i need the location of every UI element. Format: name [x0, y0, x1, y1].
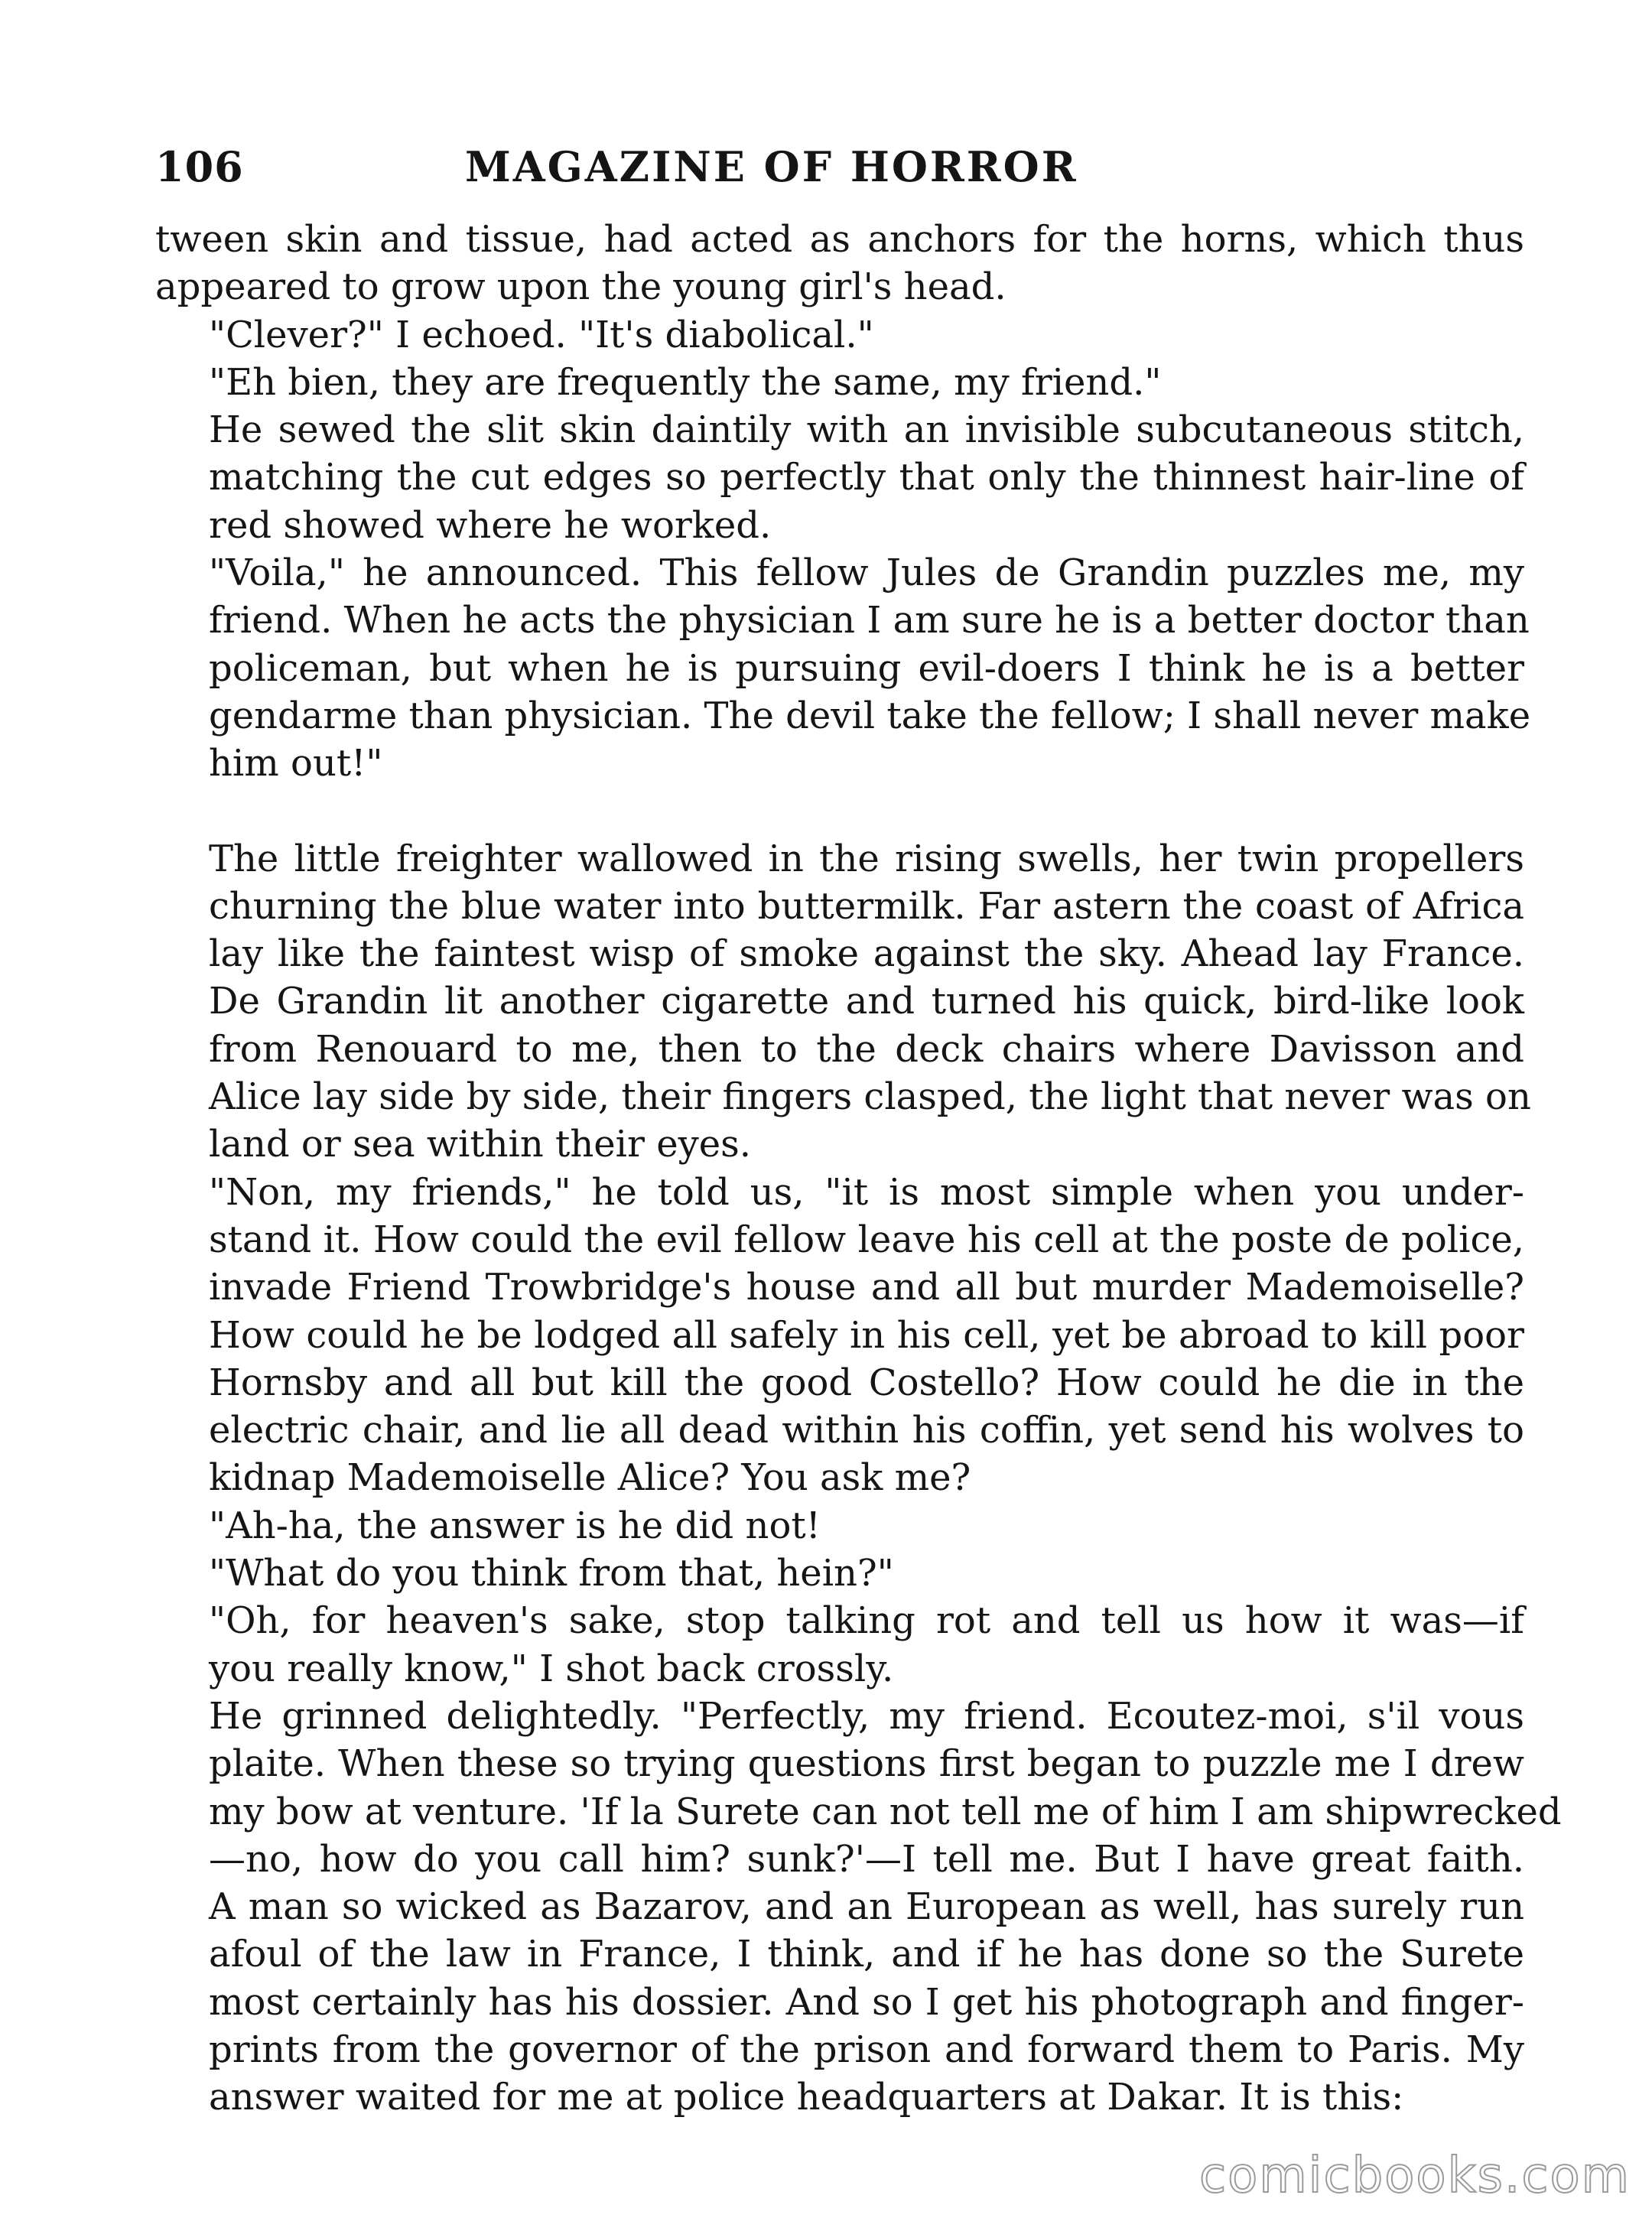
text-line: "Non, my friends," he told us, "it is most simple when you under- — [209, 1170, 1524, 1214]
text-line: "Oh, for heaven's sake, stop talking rot and tell us how it was—if — [209, 1599, 1524, 1643]
text-line: "Eh bien, they are frequently the same, my friend." — [209, 360, 1162, 404]
text-line: tween skin and tissue, had acted as anchors for the horns, which thus — [155, 218, 1524, 261]
text-line: answer waited for me at police headquarters at Dakar. It is this: — [209, 2076, 1404, 2119]
text-line: from Renouard to me, then to the deck chairs where Davisson and — [209, 1027, 1524, 1071]
text-line: De Grandin lit another cigarette and turned his quick, bird-like look — [209, 980, 1524, 1023]
text-line: land or sea within their eyes. — [209, 1123, 752, 1166]
text-line: He sewed the slit skin daintily with an invisible subcutaneous stitch, — [209, 408, 1524, 452]
text-line: Hornsby and all but kill the good Costello? How could he die in the — [209, 1361, 1524, 1404]
text-line: "Voila," he announced. This fellow Jules de Grandin puzzles me, my — [209, 551, 1524, 595]
page-header — [155, 142, 1532, 203]
text-line: him out!" — [209, 742, 383, 785]
paragraph — [155, 311, 1524, 359]
text-line: "Ah-ha, the answer is he did not! — [209, 1504, 821, 1547]
text-line: stand it. How could the evil fellow leave his cell at the poste de police, — [209, 1218, 1524, 1261]
text-line: "Clever?" I echoed. "It's diabolical." — [209, 313, 874, 356]
text-line: afoul of the law in France, I think, and if he has done so the Surete — [209, 1933, 1524, 1976]
text-line: gendarme than physician. The devil take the fellow; I shall never make — [209, 694, 1531, 737]
body-text — [155, 216, 1562, 2122]
text-line: kidnap Mademoiselle Alice? You ask me? — [209, 1456, 971, 1500]
text-line: most certainly has his dossier. And so I get his photograph and finger- — [209, 1980, 1524, 2024]
paragraph — [155, 406, 1524, 549]
paragraph — [155, 1597, 1524, 1693]
section-break — [155, 788, 1524, 835]
paragraph — [155, 1550, 1524, 1597]
text-line: prints from the governor of the prison and forward them to Paris. My — [209, 2028, 1524, 2071]
text-line: appeared to grow upon the young girl's head. — [155, 265, 1006, 309]
watermark-logo: comicbooks.com — [1198, 2148, 1631, 2204]
paragraph — [155, 1693, 1562, 2122]
running-title: MAGAZINE OF HORROR — [465, 142, 1078, 191]
text-line: lay like the faintest wisp of smoke against the sky. Ahead lay France. — [209, 932, 1524, 976]
text-line: friend. When he acts the physician I am sure he is a better doctor than — [209, 599, 1530, 642]
text-line: plaite. When these so trying questions first began to puzzle me I drew — [209, 1742, 1524, 1786]
text-line: A man so wicked as Bazarov, and an European as well, has surely run — [209, 1885, 1524, 1929]
paragraph — [155, 1502, 1524, 1550]
text-line: —no, how do you call him? sunk?'—I tell me. But I have great faith. — [209, 1837, 1524, 1881]
text-line: The little freighter wallowed in the rising swells, her twin propellers — [209, 837, 1524, 880]
paragraph — [155, 359, 1524, 406]
paragraph — [155, 835, 1531, 1169]
text-line: you really know," I shot back crossly. — [209, 1647, 894, 1690]
text-line: matching the cut edges so perfectly that only the thinnest hair-line of — [209, 456, 1524, 499]
text-line: electric chair, and lie all dead within his coffin, yet send his wolves to — [209, 1409, 1524, 1452]
text-line: "What do you think from that, hein?" — [209, 1552, 894, 1595]
paragraph — [155, 549, 1531, 787]
text-line: How could he be lodged all safely in his cell, yet be abroad to kill poor — [209, 1313, 1524, 1357]
text-line: policeman, but when he is pursuing evil-doers I think he is a better — [209, 646, 1524, 690]
text-line: He grinned delightedly. "Perfectly, my friend. Ecoutez-moi, s'il vous — [209, 1694, 1524, 1738]
page-number: 106 — [155, 142, 244, 191]
text-line: my bow at venture. 'If la Surete can not tell me of him I am shipwrecked — [209, 1790, 1562, 1833]
text-line: Alice lay side by side, their fingers clasped, the light that never was on — [209, 1075, 1531, 1119]
text-line: churning the blue water into buttermilk. Far astern the coast of Africa — [209, 884, 1524, 928]
paragraph — [155, 216, 1524, 311]
text-line: red showed where he worked. — [209, 503, 772, 547]
paragraph — [155, 1169, 1524, 1502]
text-line: invade Friend Trowbridge's house and all but murder Mademoiselle? — [209, 1266, 1524, 1309]
